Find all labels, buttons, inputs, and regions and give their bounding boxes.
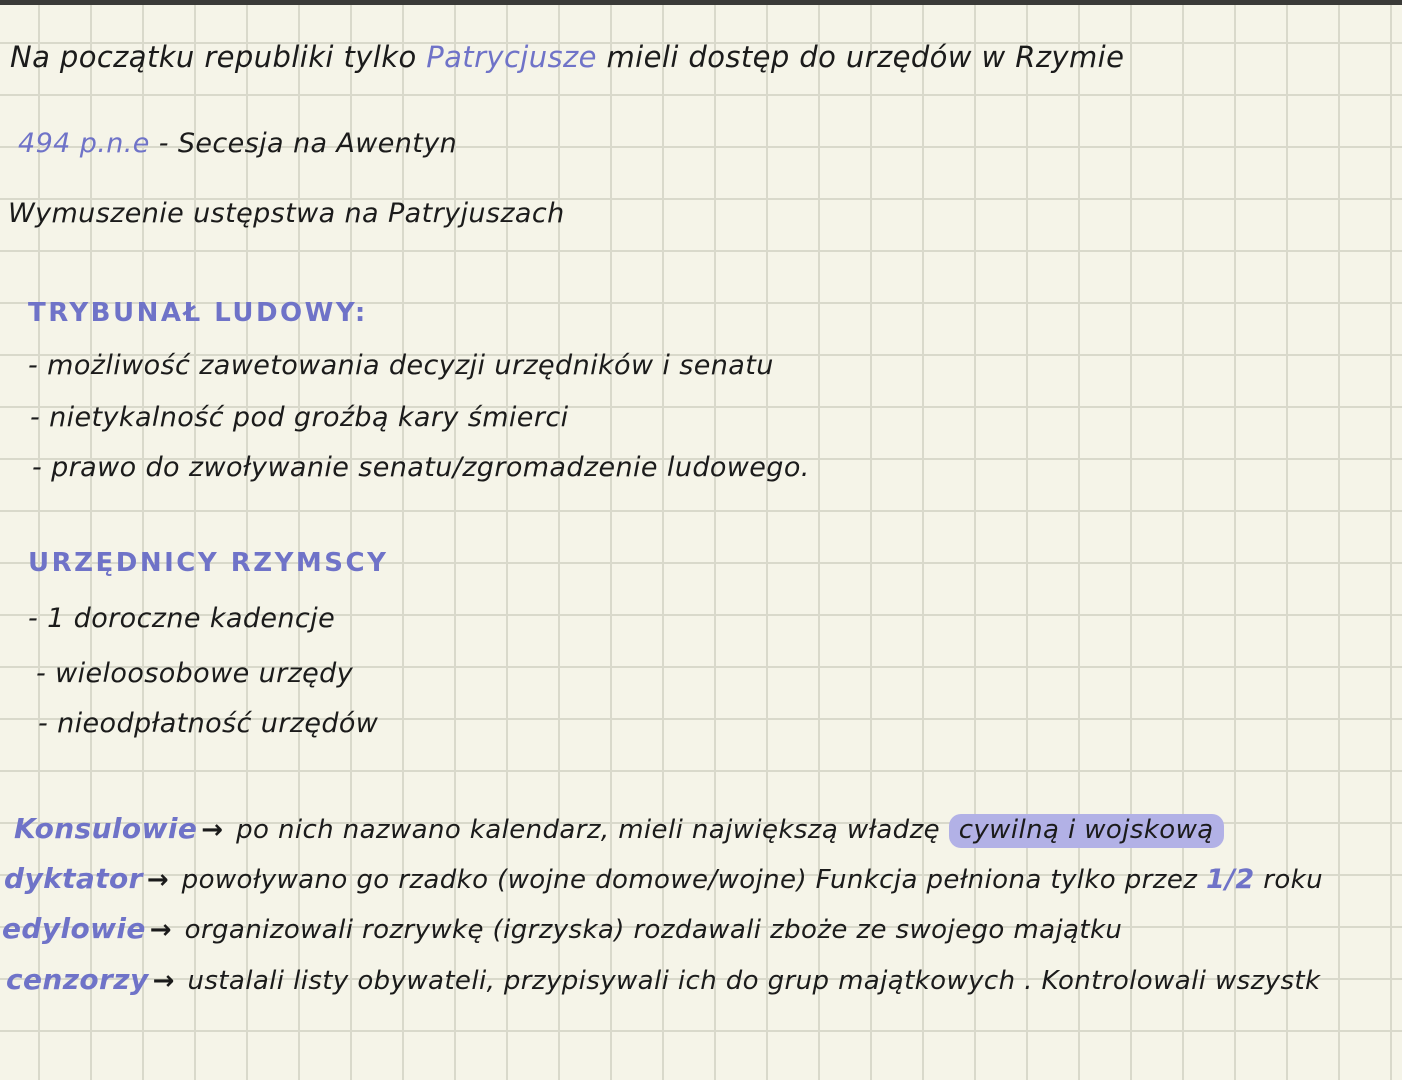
trybunal-title-text: TRYBUNAŁ LUDOWY: [28, 298, 368, 328]
arrow-right-icon: → [146, 865, 170, 895]
note-line-cenzorzy [6, 963, 1320, 996]
note-line-edylowie [2, 912, 1122, 945]
note-line-konsulowie [14, 812, 1224, 845]
konsulowie-highlighted-text: cywilną i wojskową [949, 814, 1224, 848]
edylowie-desc: organizowali rozrywkę (igrzyska) rozdawali zboże ze swojego majątku [175, 915, 1123, 945]
dyktator-desc-end: roku [1254, 865, 1323, 895]
term-edylowie: edylowie [2, 912, 146, 945]
arrow-right-icon: → [149, 915, 172, 945]
trybunal-bullet-2-text: - nietykalność pod groźbą kary śmierci [30, 402, 569, 433]
trybunal-bullet-3 [32, 452, 810, 483]
wymuszenie-text: Wymuszenie ustępstwa na Patryjuszach [8, 198, 565, 229]
trybunal-bullet-1-text: - możliwość zawetowania decyzji urzędników i senatu [28, 350, 774, 381]
intro-text-post: mieli dostęp do urzędów w Rzymie [596, 40, 1125, 74]
term-cenzorzy: cenzorzy [6, 963, 149, 996]
arrow-right-icon: → [152, 966, 175, 996]
note-line-wymuszenie [8, 198, 565, 229]
intro-text-pre: Na początku republiki tylko [10, 40, 427, 74]
arrow-right-icon: → [201, 815, 224, 845]
urzednicy-bullet-3 [38, 708, 378, 739]
secession-year: 494 p.n.e [18, 128, 150, 159]
dyktator-fraction: 1/2 [1205, 864, 1255, 895]
urzednicy-bullet-1 [28, 603, 335, 634]
term-patrycjusze: Patrycjusze [426, 40, 597, 74]
trybunal-bullet-3-text: - prawo do zwoływanie senatu/zgromadzenie ludowego. [32, 452, 810, 483]
urzednicy-bullet-2-text: - wieloosobowe urzędy [36, 658, 354, 689]
term-konsulowie: Konsulowie [14, 812, 198, 845]
cenzorzy-desc: ustalali listy obywateli, przypisywali ich do grup majątkowych . Kontrolowali wszystk [178, 966, 1321, 996]
note-line-intro [10, 40, 1124, 74]
urzednicy-bullet-1-text: - 1 doroczne kadencje [28, 603, 336, 634]
section-title-urzednicy [28, 548, 388, 578]
urzednicy-bullet-2 [36, 658, 353, 689]
section-title-trybunal [28, 298, 368, 328]
trybunal-bullet-2 [30, 402, 568, 433]
urzednicy-bullet-3-text: - nieodpłatność urzędów [38, 708, 379, 739]
term-dyktator: dyktator [4, 862, 143, 895]
konsulowie-desc: po nich nazwano kalendarz, mieli największą władzę [227, 815, 949, 845]
secession-text: - Secesja na Awentyn [149, 128, 458, 159]
page-top-edge [0, 0, 1402, 5]
note-line-dyktator [4, 862, 1323, 895]
urzednicy-title-text: URZĘDNICY RZYMSCY [28, 548, 389, 578]
dyktator-desc: powoływano go rzadko (wojne domowe/wojne) Funkcja pełniona tylko przez [173, 865, 1206, 895]
note-line-secession [18, 128, 457, 159]
trybunal-bullet-1 [28, 350, 774, 381]
